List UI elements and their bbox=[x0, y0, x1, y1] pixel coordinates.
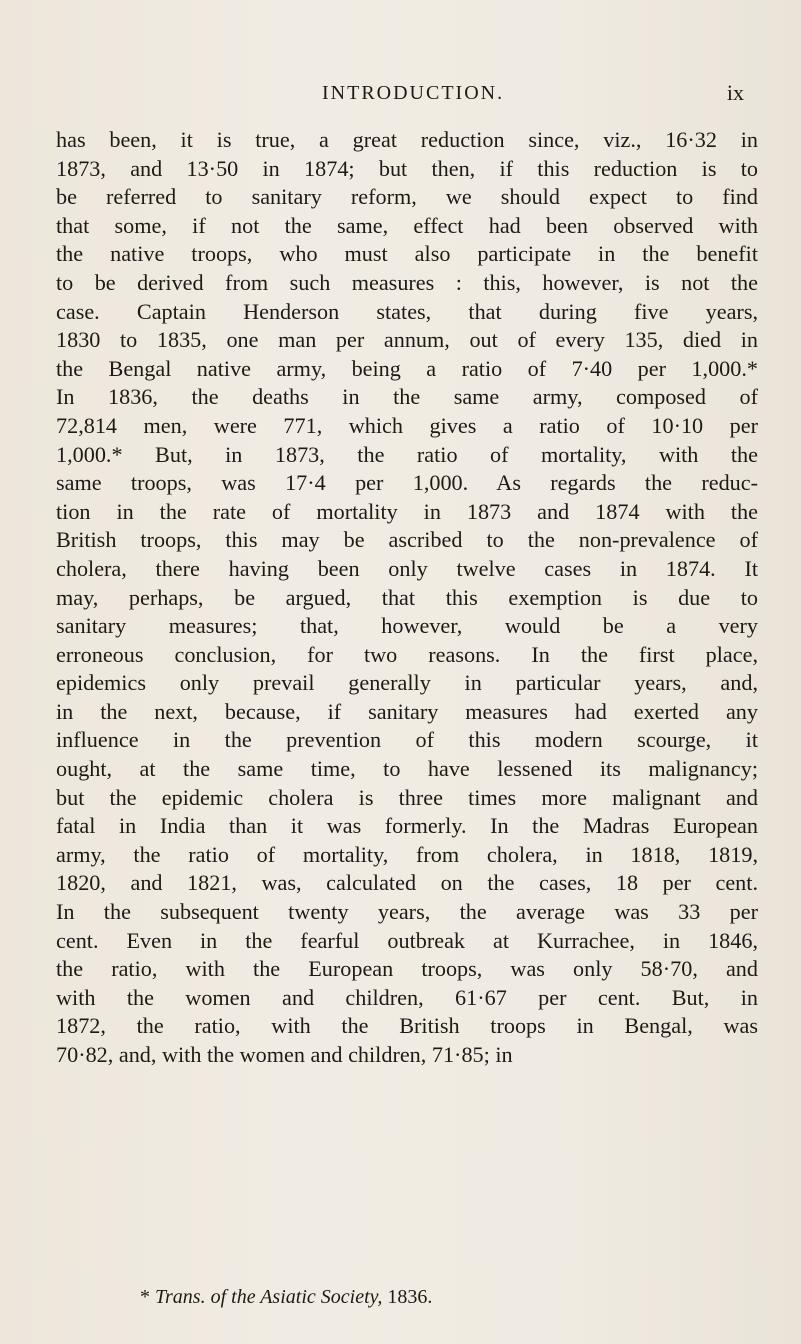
text-line: fatal in India than it was formerly. In the Madras European bbox=[56, 813, 758, 839]
text-line: with the women and children, 61·67 per cent. But, in bbox=[56, 984, 758, 1010]
text-line: 1872, the ratio, with the British troops in Bengal, was bbox=[56, 1013, 758, 1039]
text-line: but the epidemic cholera is three times more malignant and bbox=[56, 784, 758, 810]
text-line: same troops, was 17·4 per 1,000. As regards the reduc- bbox=[56, 470, 758, 496]
text-line: may, perhaps, be argued, that this exemption is due to bbox=[56, 584, 758, 610]
text-line: 70·82, and, with the women and children, 71·85; in bbox=[56, 1042, 513, 1067]
text-line: 1820, and 1821, was, calculated on the cases, 18 per cent. bbox=[56, 870, 758, 896]
text-line: case. Captain Henderson states, that during five years, bbox=[56, 298, 758, 324]
page-header bbox=[60, 82, 760, 116]
text-line: tion in the rate of mortality in 1873 and 1874 with the bbox=[56, 498, 758, 524]
text-line: that some, if not the same, effect had been observed with bbox=[56, 212, 758, 238]
footnote-source-title: Trans. of the Asiatic Society, bbox=[155, 1286, 383, 1308]
text-line: the Bengal native army, being a ratio of 7·40 per 1,000.* bbox=[56, 355, 758, 381]
running-head: INTRODUCTION. bbox=[322, 82, 505, 104]
text-line: epidemics only prevail generally in particular years, and, bbox=[56, 670, 758, 696]
text-line: erroneous conclusion, for two reasons. In the first place, bbox=[56, 641, 758, 667]
body-text bbox=[56, 126, 758, 1070]
text-line: the ratio, with the European troops, was only 58·70, and bbox=[56, 956, 758, 982]
text-line: 1,000.* But, in 1873, the ratio of mortality, with the bbox=[56, 441, 758, 467]
text-line: ought, at the same time, to have lessened its malignancy; bbox=[56, 756, 758, 782]
text-line: 1873, and 13·50 in 1874; but then, if this reduction is to bbox=[56, 155, 758, 181]
text-line: cholera, there having been only twelve cases in 1874. It bbox=[56, 555, 758, 581]
text-line: to be derived from such measures : this, however, is not the bbox=[56, 269, 758, 295]
text-line: In the subsequent twenty years, the average was 33 per bbox=[56, 899, 758, 925]
text-line: cent. Even in the fearful outbreak at Kurrachee, in 1846, bbox=[56, 927, 758, 953]
text-line: 72,814 men, were 771, which gives a ratio of 10·10 per bbox=[56, 412, 758, 438]
text-line: in the next, because, if sanitary measures had exerted any bbox=[56, 698, 758, 724]
text-line: has been, it is true, a great reduction since, viz., 16·32 in bbox=[56, 127, 758, 152]
page-number: ix bbox=[726, 80, 744, 105]
text-line: the native troops, who must also participate in the benefit bbox=[56, 241, 758, 267]
text-line: influence in the prevention of this modern scourge, it bbox=[56, 727, 758, 753]
footnote bbox=[140, 1286, 432, 1309]
text-line: British troops, this may be ascribed to the non-prevalence of bbox=[56, 527, 758, 553]
text-line: In 1836, the deaths in the same army, composed of bbox=[56, 384, 758, 410]
footnote-marker: * bbox=[140, 1286, 155, 1308]
footnote-year: 1836. bbox=[382, 1286, 433, 1308]
text-line: 1830 to 1835, one man per annum, out of every 135, died in bbox=[56, 327, 758, 353]
text-line: be referred to sanitary reform, we should expect to find bbox=[56, 184, 758, 210]
text-line: sanitary measures; that, however, would be a very bbox=[56, 613, 758, 639]
text-line: army, the ratio of mortality, from cholera, in 1818, 1819, bbox=[56, 841, 758, 867]
